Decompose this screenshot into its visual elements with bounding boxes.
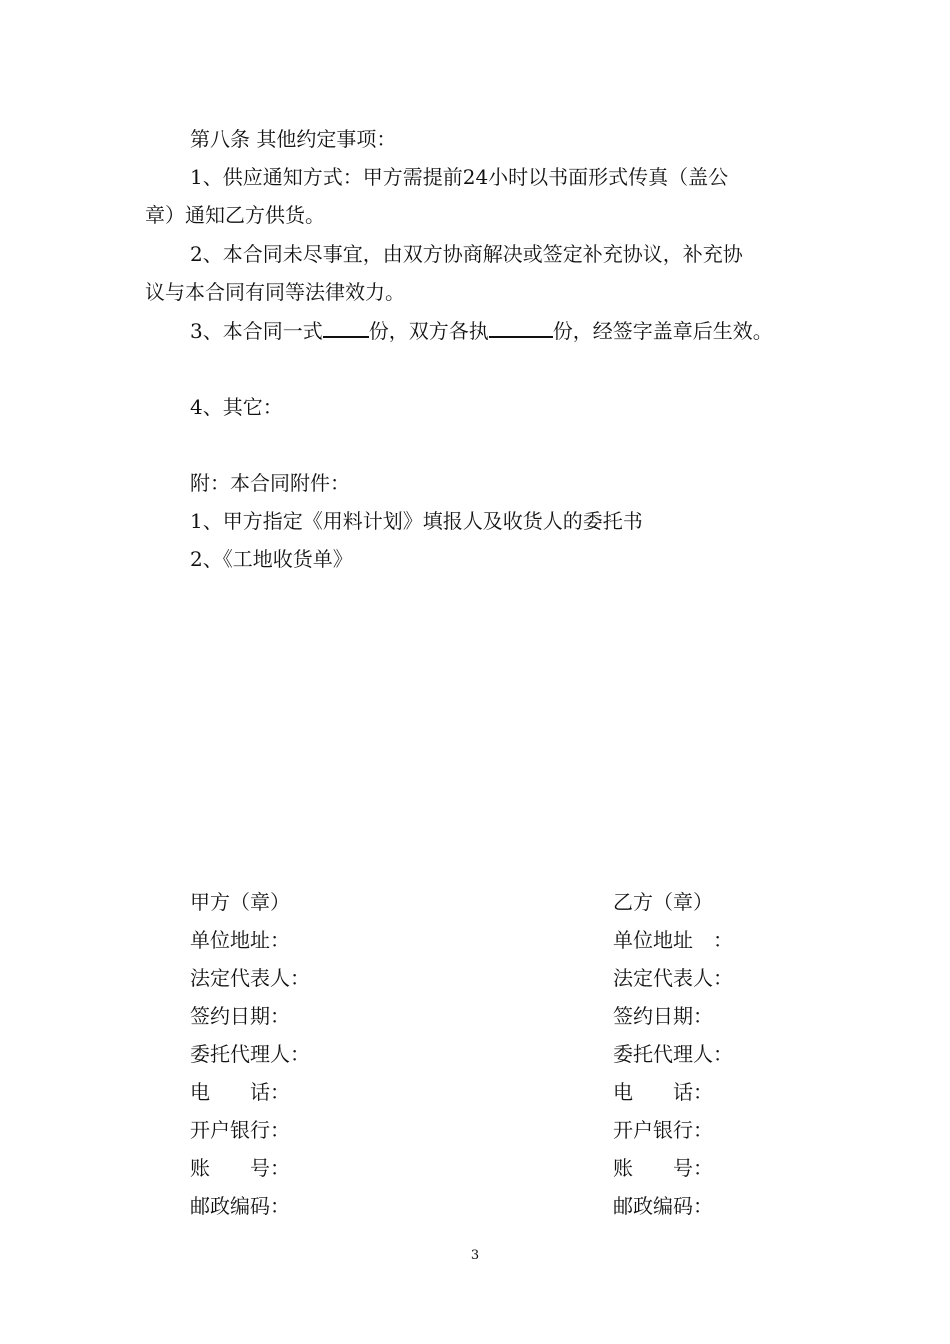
- party-a-account: 账 号：: [190, 1156, 290, 1180]
- party-a-address: 单位地址：: [190, 928, 290, 952]
- attachments-heading: 附：本合同附件：: [190, 471, 350, 495]
- party-a-phone: 电 话：: [190, 1080, 290, 1104]
- article-8-item-1-line-1: 1、供应通知方式：甲方需提前24小时以书面形式传真（盖公: [190, 165, 729, 189]
- party-b-address: 单位地址 ：: [613, 928, 733, 952]
- party-b-account: 账 号：: [613, 1156, 713, 1180]
- party-b-postcode: 邮政编码：: [613, 1194, 713, 1218]
- party-a-legal-rep: 法定代表人：: [190, 966, 310, 990]
- attachment-item: 2、《工地收货单》: [190, 547, 353, 571]
- attachment-item: 1、甲方指定《用料计划》填报人及收货人的委托书: [190, 509, 643, 533]
- party-b-phone: 电 话：: [613, 1080, 713, 1104]
- party-b-bank: 开户银行：: [613, 1118, 713, 1142]
- party-a-postcode: 邮政编码：: [190, 1194, 290, 1218]
- page-number: 3: [470, 1248, 480, 1263]
- article-8-item-2-line-1: 2、本合同未尽事宜，由双方协商解决或签定补充协议，补充协: [190, 242, 743, 266]
- party-b-agent: 委托代理人：: [613, 1042, 733, 1066]
- party-a-agent: 委托代理人：: [190, 1042, 310, 1066]
- article-8-item-3: [190, 318, 773, 343]
- party-a-sign-date: 签约日期：: [190, 1004, 290, 1028]
- party-a-bank: 开户银行：: [190, 1118, 290, 1142]
- article-8-item-1-line-2: 章）通知乙方供货。: [145, 203, 325, 227]
- article-8-item-4: 4、其它：: [190, 395, 283, 419]
- item-3-part-a: 3、本合同一式: [190, 319, 323, 343]
- copies-each-blank: [489, 318, 553, 338]
- party-b-legal-rep: 法定代表人：: [613, 966, 733, 990]
- party-b-sign-date: 签约日期：: [613, 1004, 713, 1028]
- party-b-seal: 乙方（章）: [613, 890, 713, 914]
- item-3-part-b: 份，双方各执: [368, 319, 489, 343]
- copies-total-blank: [323, 318, 369, 338]
- article-8-heading: 第八条 其他约定事项：: [190, 127, 397, 151]
- party-a-seal: 甲方（章）: [190, 890, 290, 914]
- item-3-part-c: 份，经签字盖章后生效。: [552, 319, 773, 343]
- article-8-item-2-line-2: 议与本合同有同等法律效力。: [145, 280, 405, 304]
